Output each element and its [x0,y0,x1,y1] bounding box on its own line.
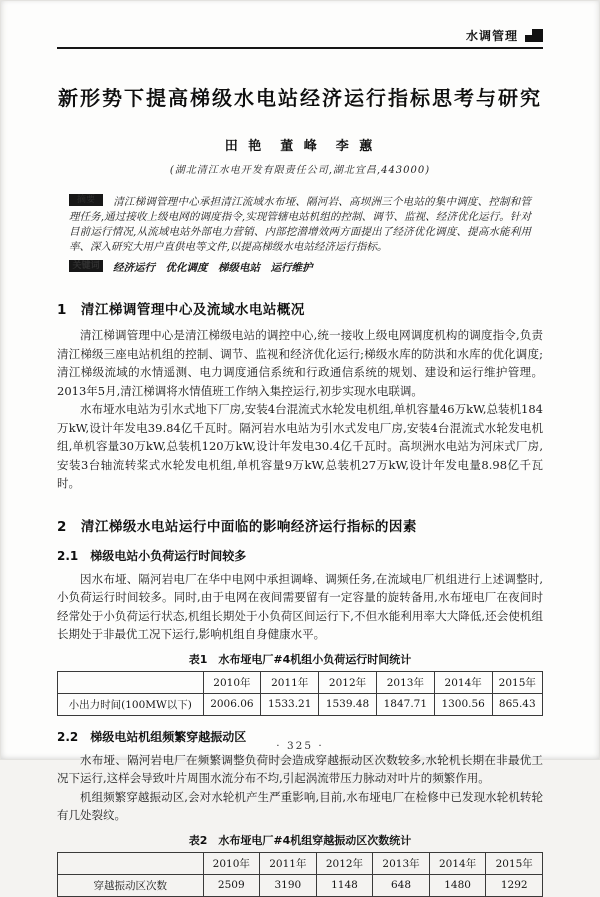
value-cell: 2006.06 [203,693,261,715]
table-header-cell: 2010年 [203,671,261,693]
section-1-paragraph-1: 清江梯调管理中心是清江梯级电站的调控中心,统一接收上级电网调度机构的调度指令,负责清江梯级三座电站机组的控制、调节、监视和经济优化运行;梯级水库的防洪和水库的优化调度;清江梯级流域的水情遥测、电力调度通信系统和行政通信系统的规划、建设和运行维护管理。2013年5月,清江梯调将水情值班工作纳入集控运行,初步实现水电联调。 [57,328,543,398]
value-cell: 865.43 [492,693,542,715]
authors-line: 田 艳 董 峰 李 蕙 [224,139,376,154]
journal-section-label: 水调管理 [465,29,518,43]
value-cell: 1539.48 [319,693,377,715]
table-2 [57,852,543,897]
abstract-label-box: 摘要 [69,194,103,206]
section-2-2-paragraph-2: 机组频繁穿越振动区,会对水轮机产生严重影响,目前,水布垭电厂在检修中已发现水轮机转轮有几处裂纹。 [57,789,543,822]
value-cell: 3190 [260,874,317,896]
table-header-cell: 2011年 [261,671,319,693]
table-header-row [58,671,543,693]
table-header-cell [58,852,204,874]
table-header-cell: 2014年 [434,671,492,693]
row-label-cell: 穿越振动区次数 [58,874,204,896]
section-2-1-heading: 2.1 梯级电站小负荷运行时间较多 [57,548,247,563]
table-header-cell [58,671,204,693]
value-cell: 648 [373,874,430,896]
table-header-cell: 2012年 [319,671,377,693]
keywords-label-box: 关键词 [69,260,103,272]
table-row [58,874,543,896]
section-2-2-heading: 2.2 梯级电站机组频繁穿越振动区 [57,729,247,744]
section-1-paragraph-2: 水布垭水电站为引水式地下厂房,安装4台混流式水轮发电机组,单机容量46万kW,总装机184万kW,设计年发电39.84亿千瓦时。隔河岩水电站为引水式发电厂房,安装4台混流式水轮发电机组,单机容量30万kW,总装机120万kW,设计年发电30.4亿千瓦时。高坝洲水电站为河床式厂房,安装3台轴流转桨式水轮发电机组,单机容量9万kW,总装机27万kW,设计年发电量8.98亿千瓦时。 [57,402,543,490]
table-header-cell: 2013年 [373,852,430,874]
table-header-cell: 2012年 [316,852,373,874]
table-header-cell: 2013年 [376,671,434,693]
table-header-row [58,852,543,874]
table-header-cell: 2014年 [429,852,486,874]
page-number: · 325 · [276,740,324,752]
table-header-cell: 2015年 [486,852,543,874]
value-cell: 1148 [316,874,373,896]
value-cell: 2509 [203,874,260,896]
table-2-caption: 表2 水布垭电厂#4机组穿越振动区次数统计 [188,833,412,847]
section-2-heading: 2 清江梯级水电站运行中面临的影响经济运行指标的因素 [57,518,417,535]
table-1 [57,671,543,716]
table-header-cell: 2011年 [260,852,317,874]
abstract-text: 清江梯调管理中心承担清江流域水布垭、隔河岩、高坝洲三个电站的集中调度、控制和管理任务,通过接收上级电网的调度指令,实现管辖电站机组的控制、调节、监视、经济优化运行。针对目前运行情况,从流域电站外部电力营销、内部挖潜增效两方面提出了经济优化调度、提高水能利用率、深入研究大用户直供电等文件,以提高梯级水电站经济运行指标。 [69,196,531,253]
section-1-heading: 1 清江梯调管理中心及流域水电站概况 [57,302,305,318]
value-cell: 1533.21 [261,693,319,715]
table-header-cell: 2015年 [492,671,542,693]
affiliation-line: (湖北清江水电开发有限责任公司,湖北宜昌,443000) [169,165,431,176]
value-cell: 1300.56 [434,693,492,715]
paper-title: 新形势下提高梯级水电站经济运行指标思考与研究 [58,86,542,110]
row-label-cell: 小出力时间(100MW以下) [58,693,204,715]
abstract-paragraph [69,194,531,255]
table-1-caption: 表1 水布垭电厂#4机组小负荷运行时间统计 [188,652,412,666]
table-row [58,693,543,715]
table-header-cell: 2010年 [203,852,260,874]
section-2-2-paragraph-1: 水布垭、隔河岩电厂在频繁调整负荷时会造成穿越振动区次数较多,水轮机长期在非最优工况下运行,这样会导致叶片周围水流分布不均,引起涡流带压力脉动对叶片的频繁作用。 [57,752,543,785]
keywords-line [69,260,531,276]
value-cell: 1480 [429,874,486,896]
value-cell: 1292 [486,874,543,896]
section-2-1-paragraph: 因水布垭、隔河岩电厂在华中电网中承担调峰、调频任务,在流域电厂机组进行上述调整时,小负荷运行时间较多。同时,由于电网在夜间需要留有一定容量的旋转备用,水布垭电厂在夜间时经常处于小负荷运行状态,机组长期处于小负荷区间运行下,不但水能利用率大大降低,还会使机组长期处于非最优工况下运行,影响机组自身健康水平。 [57,571,543,641]
keywords-text: 经济运行 优化调度 梯级电站 运行维护 [113,262,313,274]
value-cell: 1847.71 [376,693,434,715]
